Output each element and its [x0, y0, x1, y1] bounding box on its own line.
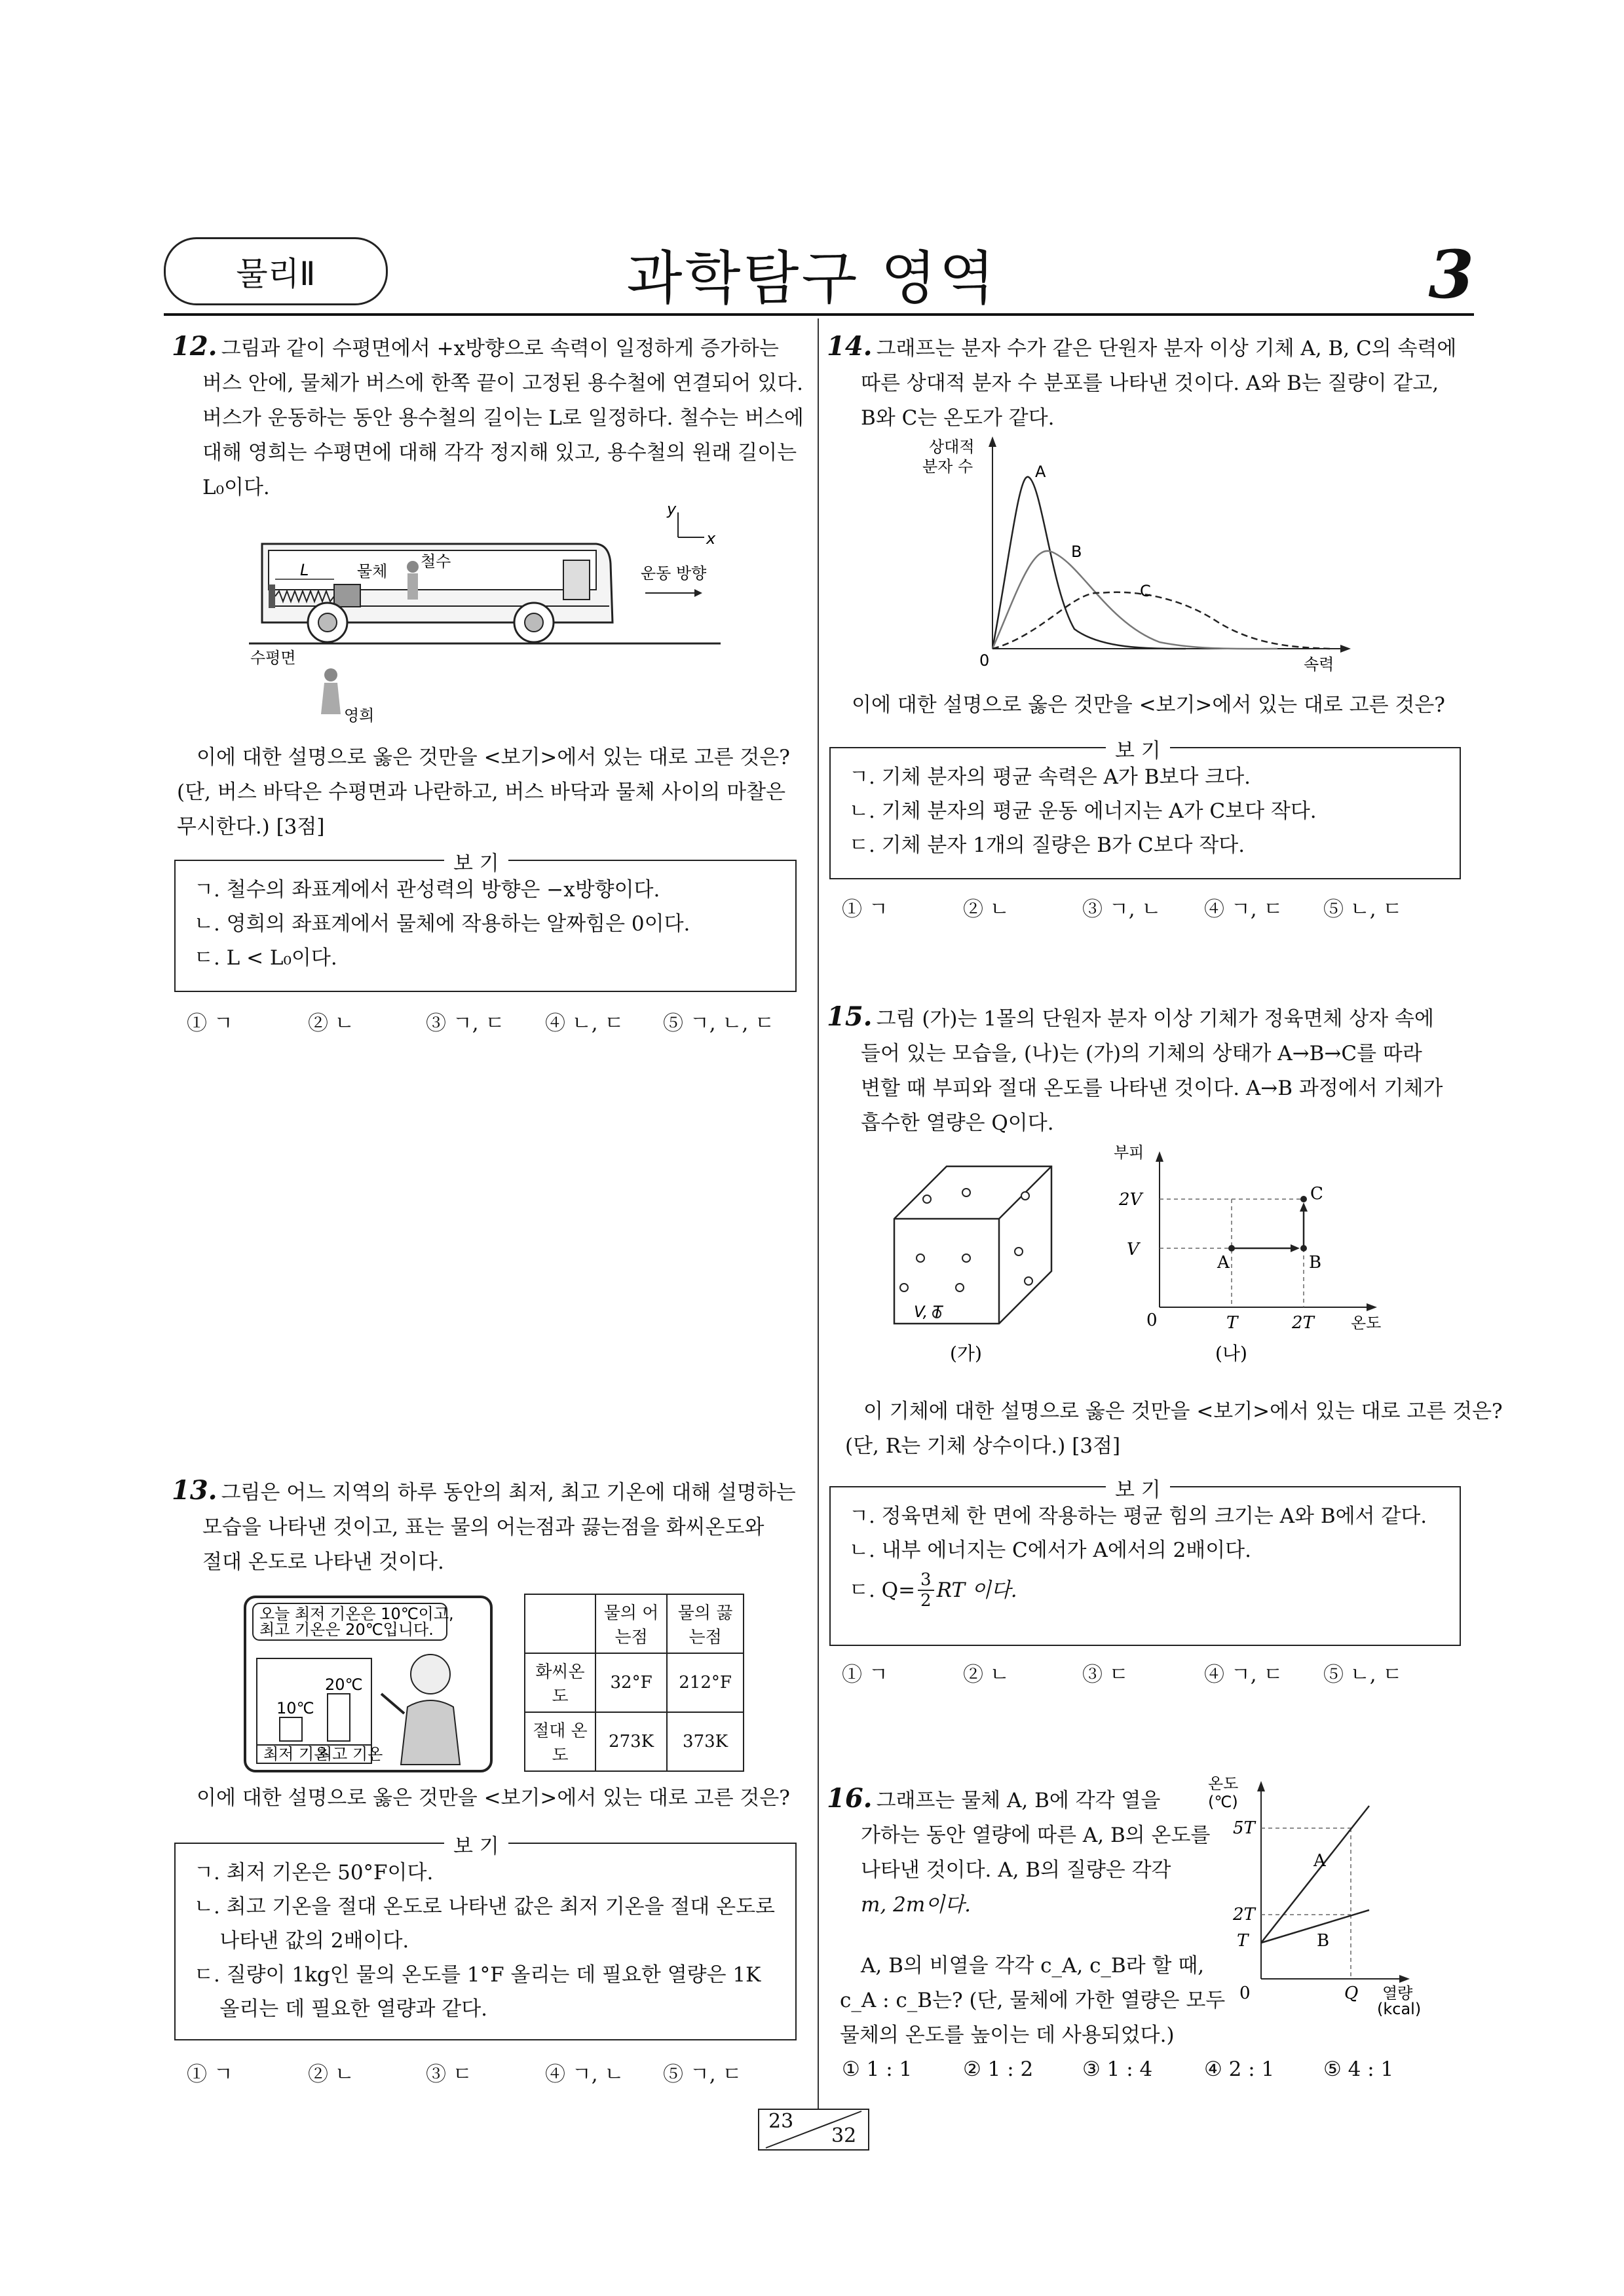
q12-line: 대해 영희는 수평면에 대해 각각 정지해 있고, 용수철의 원래 길이는: [202, 441, 797, 465]
q16-line: m, 2m이다.: [861, 1893, 971, 1917]
q16-line: 나타낸 것이다. A, B의 질량은 각각: [861, 1858, 1171, 1882]
q13-choice: ㄱ. 최저 기온은 50°F이다.: [194, 1861, 434, 1885]
bar-label: 최저 기온: [263, 1745, 330, 1763]
q16-line: c_A : c_B는? (단, 물체에 가한 열량은 모두: [840, 1989, 1226, 2012]
label-C: C: [1310, 1184, 1323, 1204]
origin-label: 0: [979, 651, 990, 670]
x-label: 속력: [1304, 655, 1334, 674]
q12-prompt-line: (단, 버스 바닥은 수평면과 나란하고, 버스 바닥과 물체 사이의 마찰은: [177, 780, 786, 804]
column-divider: [818, 318, 819, 2109]
x-label: 열량: [1382, 1984, 1413, 2002]
q12-line: 버스가 운동하는 동안 용수철의 길이는 L로 일정하다. 철수는 버스에: [202, 406, 804, 430]
q14-choice: ㄱ. 기체 분자의 평균 속력은 A가 B보다 크다.: [849, 765, 1251, 789]
q15-prompt: [845, 1394, 1503, 1464]
header-rule: [164, 313, 1474, 316]
q13-line: 절대 온도로 나타낸 것이다.: [202, 1550, 444, 1574]
label-L: L: [300, 561, 309, 579]
q13-line: 그림은 어느 지역의 하루 동안의 최저, 최고 기온에 대해 설명하는: [221, 1481, 796, 1504]
bubble-text: 최고 기온은 20℃입니다.: [259, 1620, 434, 1639]
q13-number: 13.: [172, 1475, 217, 1506]
q12-line: 버스 안에, 물체가 버스에 한쪽 끝이 고정된 용수철에 연결되어 있다.: [202, 372, 803, 395]
q13-weather-figure: [244, 1596, 493, 1772]
answer-option[interactable]: ① ㄱ: [842, 1663, 888, 1687]
origin-label: 0: [1146, 1311, 1158, 1330]
answer-option[interactable]: ② ㄴ: [963, 1663, 1010, 1687]
q13-choice: ㄷ. 질량이 1kg인 물의 온도를 1°F 올리는 데 필요한 열량은 1K: [194, 1963, 761, 1987]
label-B: B: [1317, 1931, 1330, 1951]
y-unit: (℃): [1208, 1793, 1238, 1811]
q12-choice: ㄴ. 영희의 좌표계에서 물체에 작용하는 알짜힘은 0이다.: [194, 912, 690, 936]
answer-option[interactable]: ② 1 : 2: [963, 2057, 1034, 2081]
label-A: A: [1035, 463, 1046, 481]
label-younghee: 영희: [344, 706, 375, 725]
y-label: 부피: [1114, 1143, 1144, 1162]
bar-low: [280, 1717, 302, 1741]
answer-option[interactable]: ⑤ 4 : 1: [1323, 2057, 1394, 2081]
q14-line: 그래프는 분자 수가 같은 단원자 분자 이상 기체 A, B, C의 속력에: [876, 337, 1457, 360]
table-header: 물의 끓는점: [667, 1594, 744, 1653]
answer-option[interactable]: ① ㄱ: [187, 1012, 233, 1035]
q15-choice: ㄱ. 정육면체 한 면에 작용하는 평균 힘의 크기는 A와 B에서 같다.: [849, 1504, 1427, 1528]
q15-choice-box: [829, 1478, 1461, 1646]
q12-number: 12.: [172, 331, 217, 362]
q16-heat-graph: [1205, 1769, 1467, 2031]
q13-prompt: 이에 대한 설명으로 옳은 것만을 <보기>에서 있는 대로 고른 것은?: [197, 1786, 790, 1810]
subject-label: 물리Ⅱ: [236, 255, 316, 293]
label-C: C: [1140, 582, 1151, 600]
page-number: 3: [1428, 236, 1474, 313]
q15-prompt-line: 이 기체에 대한 설명으로 옳은 것만을 <보기>에서 있는 대로 고른 것은?: [863, 1400, 1503, 1423]
spacer: [827, 1923, 1194, 1949]
q14-choice: ㄷ. 기체 분자 1개의 질량은 B가 C보다 작다.: [849, 833, 1245, 857]
label-A: A: [1313, 1851, 1326, 1871]
page-total: 32: [831, 2124, 857, 2147]
box-label: 보 기: [444, 1829, 508, 1859]
q14-prompt: 이에 대한 설명으로 옳은 것만을 <보기>에서 있는 대로 고른 것은?: [852, 693, 1445, 717]
fraction: [918, 1570, 934, 1611]
younghee-figure: [324, 668, 337, 681]
label-cheolsu: 철수: [421, 552, 451, 571]
q15-cube-figure: [888, 1160, 1084, 1376]
box-label: 보 기: [1106, 734, 1170, 763]
q12-choice: ㄱ. 철수의 좌표계에서 관성력의 방향은 −x방향이다.: [194, 878, 660, 902]
tick-V: V: [1127, 1240, 1139, 1259]
answer-option[interactable]: ⑤ ㄴ, ㄷ: [1323, 898, 1403, 921]
line-A: [1261, 1806, 1369, 1943]
q14-distribution-graph: [911, 432, 1382, 675]
point-C: [1300, 1196, 1307, 1202]
label-direction: 운동 방향: [641, 564, 707, 583]
bubble-text: 오늘 최저 기온은 10℃이고,: [259, 1605, 454, 1623]
q12-prompt-line: 이에 대한 설명으로 옳은 것만을 <보기>에서 있는 대로 고른 것은?: [197, 746, 790, 769]
q14-stem: [827, 329, 1475, 436]
axis-x-label: x: [706, 529, 716, 548]
tick-2T: 2T: [1292, 1313, 1314, 1333]
page-counter: [758, 2109, 869, 2151]
table-row-label: 절대 온도: [525, 1712, 595, 1771]
cube-label: V, T: [914, 1303, 943, 1321]
q14-line: 따른 상대적 분자 수 분포를 나타낸 것이다. A와 B는 질량이 같고,: [861, 372, 1439, 395]
q13-stem: [172, 1473, 810, 1580]
table-cell: 32°F: [595, 1653, 667, 1712]
answer-option[interactable]: ③ ㄱ, ㄴ: [1082, 898, 1161, 921]
q15-stem: [827, 999, 1475, 1141]
q12-line: L₀이다.: [202, 476, 270, 499]
q15-line: 들어 있는 모습을, (나)는 (가)의 기체의 상태가 A→B→C를 따라: [861, 1042, 1422, 1065]
answer-option[interactable]: ⑤ ㄴ, ㄷ: [1323, 1663, 1403, 1687]
q15-line: 흡수한 열량은 Q이다.: [861, 1111, 1054, 1135]
origin-label: 0: [1239, 1983, 1251, 2003]
q13-choice: 나타낸 값의 2배이다.: [194, 1929, 409, 1953]
presenter-figure: [411, 1655, 450, 1694]
q16-number: 16.: [827, 1783, 873, 1814]
q14-number: 14.: [827, 331, 873, 362]
point-A: [1228, 1245, 1235, 1252]
axis-y-label: y: [667, 500, 677, 518]
answer-option[interactable]: ③ ㄷ: [426, 2063, 472, 2086]
cheolsu-figure: [407, 561, 419, 573]
x-unit: (kcal): [1377, 2000, 1422, 2018]
q14-choice: ㄴ. 기체 분자의 평균 운동 에너지는 A가 C보다 작다.: [849, 799, 1317, 823]
label-object: 물체: [357, 562, 388, 581]
choice-prefix: ㄷ. Q=: [849, 1578, 916, 1602]
answer-option[interactable]: ④ ㄱ, ㄷ: [1204, 898, 1283, 921]
page-title: 과학탐구 영역: [626, 244, 998, 312]
answer-option[interactable]: ④ 2 : 1: [1204, 2057, 1275, 2081]
tick-2V: 2V: [1119, 1190, 1142, 1210]
answer-option[interactable]: ③ ㄷ: [1082, 1663, 1129, 1687]
curve-C: [992, 592, 1330, 649]
caption-b: (나): [1215, 1343, 1247, 1364]
tick-T: T: [1237, 1931, 1249, 1951]
fraction-numerator: 3: [918, 1570, 934, 1591]
x-label: 온도: [1351, 1314, 1382, 1332]
answer-option[interactable]: ③ 1 : 4: [1082, 2057, 1153, 2081]
q12-prompt-line: 무시한다.) [3점]: [177, 815, 325, 839]
y-label: 분자 수: [922, 457, 973, 476]
q15-choice: ㄴ. 내부 에너지는 C에서가 A에서의 2배이다.: [849, 1539, 1251, 1562]
q15-line: 그림 (가)는 1몰의 단원자 분자 이상 기체가 정육면체 상자 속에: [876, 1007, 1434, 1031]
q12-choice: ㄷ. L < L₀이다.: [194, 946, 337, 970]
answer-option[interactable]: ⑤ ㄱ, ㄷ: [663, 2063, 742, 2086]
answer-option[interactable]: ④ ㄱ, ㄷ: [1204, 1663, 1283, 1687]
fraction-denominator: 2: [920, 1591, 932, 1611]
box-label: 보 기: [1106, 1473, 1170, 1502]
answer-option[interactable]: ④ ㄴ, ㄷ: [545, 1012, 624, 1035]
label-B: B: [1309, 1253, 1322, 1272]
answer-option[interactable]: ② ㄴ: [308, 1012, 354, 1035]
bar-high: [328, 1694, 350, 1741]
answer-option[interactable]: ① ㄱ: [187, 2063, 233, 2086]
q15-prompt-line: (단, R는 기체 상수이다.) [3점]: [845, 1434, 1121, 1458]
curve-B: [992, 551, 1277, 649]
q12-bus-figure: [242, 498, 727, 734]
tick-Q: Q: [1344, 1983, 1359, 2003]
table-cell: 212°F: [667, 1653, 744, 1712]
bus-door: [563, 560, 590, 600]
bar-label: 최고 기온: [317, 1745, 383, 1763]
box-label: 보 기: [444, 847, 508, 876]
answer-option[interactable]: ③ ㄱ, ㄷ: [426, 1012, 505, 1035]
page-current: 23: [768, 2110, 794, 2133]
tick-T: T: [1226, 1313, 1238, 1333]
curve-A: [992, 477, 1186, 649]
q12-line: 그림과 같이 수평면에서 +x방향으로 속력이 일정하게 증가하는: [221, 337, 779, 360]
answer-option[interactable]: ④ ㄱ, ㄴ: [545, 2063, 624, 2086]
label-ground: 수평면: [250, 649, 296, 667]
choice-suffix: RT 이다.: [936, 1578, 1017, 1602]
q12-choice-box: [174, 852, 797, 992]
q15-volume-temperature-graph: [1107, 1143, 1402, 1379]
table-header: 물의 어는점: [595, 1594, 667, 1653]
bar-high-label: 20℃: [325, 1675, 363, 1694]
q16-line: A, B의 비열을 각각 c_A, c_B라 할 때,: [861, 1954, 1205, 1978]
label-B: B: [1071, 543, 1082, 561]
q13-line: 모습을 나타낸 것이고, 표는 물의 어는점과 끓는점을 화씨온도와: [202, 1516, 765, 1539]
object-block: [334, 584, 360, 607]
tick-5T: 5T: [1233, 1818, 1255, 1838]
label-A: A: [1217, 1253, 1230, 1272]
table-row-label: 화씨온도: [525, 1653, 595, 1712]
q13-choice-box: [174, 1835, 797, 2040]
point-B: [1300, 1245, 1307, 1252]
bar-low-label: 10℃: [276, 1699, 314, 1717]
q16-line: 가하는 동안 열량에 따른 A, B의 온도를: [861, 1824, 1211, 1847]
y-label: 온도: [1208, 1774, 1239, 1793]
q16-line: 그래프는 물체 A, B에 각각 열을: [876, 1789, 1161, 1812]
q13-table: [524, 1594, 744, 1772]
q14-line: B와 C는 온도가 같다.: [861, 406, 1055, 430]
table-corner: [525, 1594, 595, 1653]
y-label: 상대적: [929, 438, 975, 456]
q13-choice: ㄴ. 최고 기온을 절대 온도로 나타낸 값은 최저 기온을 절대 온도로: [194, 1895, 775, 1919]
caption-a: (가): [950, 1343, 982, 1364]
q16-line: 물체의 온도를 높이는 데 사용되었다.): [840, 2023, 1175, 2047]
answer-option[interactable]: ② ㄴ: [308, 2063, 354, 2086]
answer-option[interactable]: ① 1 : 1: [842, 2057, 913, 2081]
table-cell: 273K: [595, 1712, 667, 1771]
tick-2T: 2T: [1233, 1905, 1255, 1924]
answer-option[interactable]: ② ㄴ: [963, 898, 1010, 921]
q14-choice-box: [829, 739, 1461, 879]
table-cell: 373K: [667, 1712, 744, 1771]
answer-option[interactable]: ① ㄱ: [842, 898, 888, 921]
q13-choice: 올리는 데 필요한 열량과 같다.: [194, 1997, 488, 2021]
q15-number: 15.: [827, 1001, 873, 1032]
q12-prompt: [177, 740, 809, 845]
q12-stem: [172, 329, 810, 505]
q15-line: 변할 때 부피와 절대 온도를 나타낸 것이다. A→B 과정에서 기체가: [861, 1077, 1443, 1100]
q15-choice: [849, 1567, 1460, 1613]
answer-option[interactable]: ⑤ ㄱ, ㄴ, ㄷ: [663, 1012, 775, 1035]
q16-stem: [827, 1781, 1226, 2053]
